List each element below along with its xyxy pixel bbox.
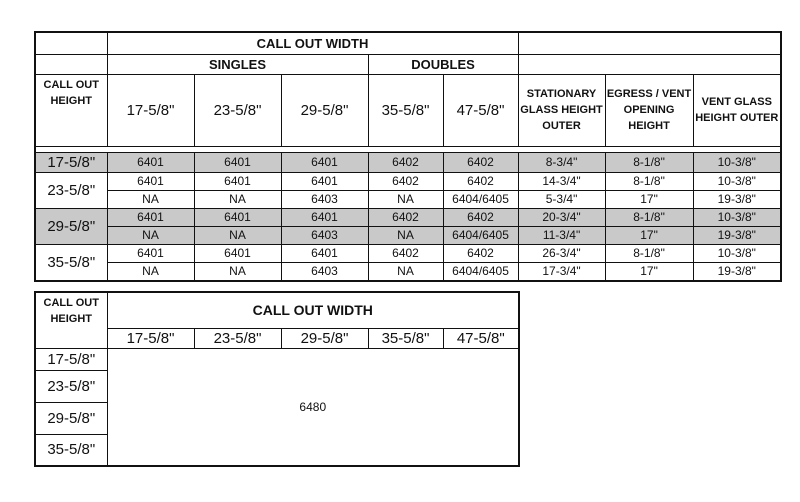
part-number-cell: 6480 — [107, 348, 519, 466]
table-cell: 6403 — [281, 190, 368, 208]
call-out-width-header: CALL OUT WIDTH — [107, 32, 518, 54]
width-header: 35-5/8" — [368, 328, 443, 348]
table-cell: 10-3/8" — [693, 208, 781, 226]
table-cell: 6401 — [107, 244, 194, 262]
vent-glass-header: VENT GLASS HEIGHT OUTER — [693, 74, 781, 146]
table-cell: NA — [194, 262, 281, 281]
table-cell: 6401 — [281, 208, 368, 226]
table-cell: 6402 — [368, 172, 443, 190]
table-cell: 17" — [605, 226, 693, 244]
table-cell: NA — [107, 190, 194, 208]
table-cell: 8-3/4" — [518, 152, 605, 172]
callout-table-6480 — [34, 291, 520, 467]
table-cell: NA — [107, 262, 194, 281]
row-height-label: 29-5/8" — [35, 208, 107, 244]
table-cell: NA — [368, 190, 443, 208]
table-cell: 6404/6405 — [443, 226, 518, 244]
row-height-label: 35-5/8" — [35, 434, 107, 466]
table-cell: NA — [194, 190, 281, 208]
width-header: 47-5/8" — [443, 74, 518, 146]
table-cell: 6401 — [281, 152, 368, 172]
table-cell: 8-1/8" — [605, 172, 693, 190]
table-cell: 6401 — [107, 208, 194, 226]
table-row — [35, 226, 781, 244]
table-cell: 26-3/4" — [518, 244, 605, 262]
table-cell: 10-3/8" — [693, 172, 781, 190]
width-header: 17-5/8" — [107, 328, 194, 348]
table-row — [35, 172, 781, 190]
table-cell: 6402 — [443, 152, 518, 172]
table-row — [35, 208, 781, 226]
table-cell: 17-3/4" — [518, 262, 605, 281]
callout-table-main — [34, 31, 782, 282]
call-out-height-header: CALL OUT HEIGHT — [35, 292, 107, 348]
table-row — [35, 190, 781, 208]
width-header: 29-5/8" — [281, 328, 368, 348]
table-cell: 6401 — [194, 172, 281, 190]
blank-header-cell — [518, 54, 781, 74]
table-cell: 6401 — [107, 172, 194, 190]
width-header: 47-5/8" — [443, 328, 519, 348]
table-row — [35, 152, 781, 172]
table-cell: 6404/6405 — [443, 190, 518, 208]
table-cell: 8-1/8" — [605, 152, 693, 172]
width-header: 17-5/8" — [107, 74, 194, 146]
width-header: 23-5/8" — [194, 74, 281, 146]
table-cell: 6401 — [194, 208, 281, 226]
width-header: 29-5/8" — [281, 74, 368, 146]
table-cell: 17" — [605, 262, 693, 281]
row-height-label: 17-5/8" — [35, 348, 107, 370]
table-cell: 6404/6405 — [443, 262, 518, 281]
table-cell: NA — [194, 226, 281, 244]
table-cell: 6403 — [281, 226, 368, 244]
table-row — [35, 244, 781, 262]
table-cell: 6403 — [281, 262, 368, 281]
table-cell: 8-1/8" — [605, 208, 693, 226]
table-cell: 6402 — [443, 172, 518, 190]
row-height-label: 29-5/8" — [35, 402, 107, 434]
table-cell: 6402 — [368, 208, 443, 226]
corner-cell — [35, 54, 107, 74]
table-cell: 6402 — [368, 244, 443, 262]
table-cell: 6402 — [368, 152, 443, 172]
row-height-label: 35-5/8" — [35, 244, 107, 281]
row-height-label: 23-5/8" — [35, 370, 107, 402]
table-cell: 19-3/8" — [693, 226, 781, 244]
table-cell: 6401 — [107, 152, 194, 172]
table-cell: 8-1/8" — [605, 244, 693, 262]
egress-vent-header: EGRESS / VENT OPENING HEIGHT — [605, 74, 693, 146]
table-cell: 6401 — [281, 172, 368, 190]
stationary-glass-header: STATIONARY GLASS HEIGHT OUTER — [518, 74, 605, 146]
table-cell: NA — [107, 226, 194, 244]
blank-header-cell — [518, 32, 781, 54]
table-cell: 14-3/4" — [518, 172, 605, 190]
table-cell: 10-3/8" — [693, 152, 781, 172]
table-cell: 6402 — [443, 208, 518, 226]
table-cell: NA — [368, 226, 443, 244]
table-cell: NA — [368, 262, 443, 281]
table-cell: 6402 — [443, 244, 518, 262]
singles-header: SINGLES — [107, 54, 368, 74]
doubles-header: DOUBLES — [368, 54, 518, 74]
table-cell: 6401 — [194, 152, 281, 172]
table-cell: 20-3/4" — [518, 208, 605, 226]
call-out-height-header: CALL OUT HEIGHT — [35, 74, 107, 146]
table-cell: 10-3/8" — [693, 244, 781, 262]
table-cell: 5-3/4" — [518, 190, 605, 208]
table-row — [35, 262, 781, 281]
table-cell: 11-3/4" — [518, 226, 605, 244]
width-header: 23-5/8" — [194, 328, 281, 348]
call-out-width-header: CALL OUT WIDTH — [107, 292, 519, 328]
corner-cell — [35, 32, 107, 54]
width-header: 35-5/8" — [368, 74, 443, 146]
table-cell: 6401 — [194, 244, 281, 262]
table-cell: 17" — [605, 190, 693, 208]
table-cell: 6401 — [281, 244, 368, 262]
row-height-label: 23-5/8" — [35, 172, 107, 208]
row-height-label: 17-5/8" — [35, 152, 107, 172]
table-cell: 19-3/8" — [693, 190, 781, 208]
table-cell: 19-3/8" — [693, 262, 781, 281]
